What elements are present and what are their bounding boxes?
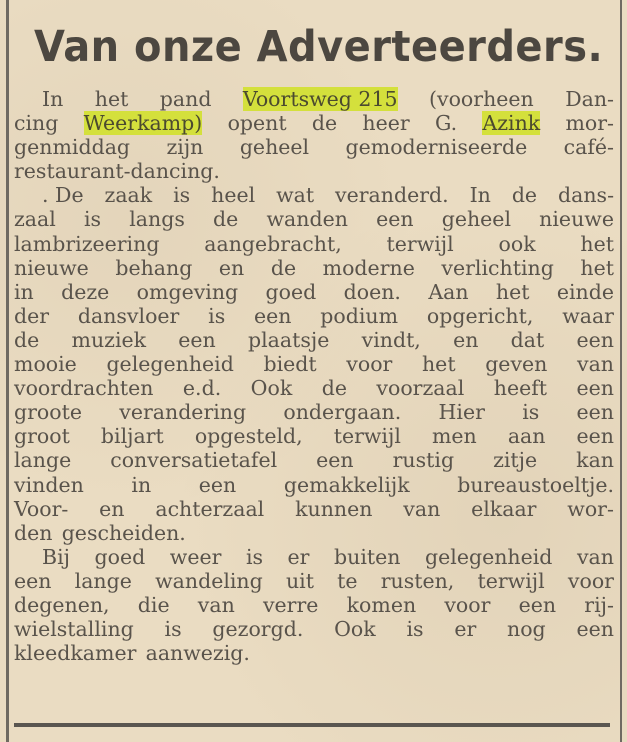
word: een	[518, 592, 557, 617]
word: mooie	[14, 352, 77, 377]
word: biljart	[100, 424, 164, 449]
word: vindt,	[361, 327, 421, 352]
word: het	[94, 87, 129, 111]
text-line	[14, 448, 614, 472]
word: er	[287, 544, 310, 569]
word: weer	[169, 544, 222, 569]
text-line	[14, 304, 614, 328]
word: gemoderniseerde	[345, 135, 528, 160]
word: lange	[14, 448, 72, 473]
text-line	[14, 159, 614, 183]
word: dans-	[558, 183, 614, 208]
word: wandeling	[155, 568, 263, 593]
highlighted-term: Weerkamp)	[83, 111, 203, 136]
word: het	[580, 255, 614, 280]
word: gezorgd.	[212, 617, 304, 642]
word: wor-	[567, 496, 614, 521]
word: een	[178, 327, 216, 352]
text-line	[14, 569, 614, 593]
word: van	[197, 592, 235, 617]
word: heeft	[493, 376, 548, 401]
word: buiten	[334, 544, 401, 569]
text-line	[14, 593, 614, 617]
word: wielstalling	[14, 617, 134, 642]
word: opgesteld,	[194, 424, 303, 449]
word: van	[576, 352, 614, 377]
word: terwijl	[477, 568, 545, 593]
text-line	[14, 280, 614, 304]
word: voordrachten	[14, 376, 154, 401]
word: langs	[129, 207, 185, 232]
text-line	[14, 545, 614, 569]
highlighted-term: Azink	[482, 111, 541, 136]
highlighted-term: Voortsweg 215	[242, 87, 398, 111]
word: rustig	[392, 448, 455, 473]
word: einde	[556, 279, 614, 304]
word: een	[576, 424, 614, 449]
word: mor-	[565, 111, 614, 136]
word: verandering	[119, 400, 247, 425]
word: muziek	[71, 327, 147, 352]
word: ondergaan.	[283, 400, 402, 425]
word: Ook	[250, 376, 293, 401]
text-line	[14, 400, 614, 424]
word: rij-	[584, 592, 614, 617]
word: waar	[562, 303, 614, 328]
word: geheel	[239, 135, 310, 160]
word: heer	[362, 111, 410, 136]
word: een	[14, 568, 52, 593]
word: rusten,	[380, 568, 455, 593]
word: in	[14, 279, 34, 304]
word: groote	[14, 400, 82, 425]
word: Bij	[42, 544, 70, 569]
word: is	[245, 544, 264, 569]
word: terwijl	[333, 424, 401, 449]
word: verre	[262, 592, 319, 617]
text-line	[14, 352, 614, 376]
word: ook	[498, 231, 536, 256]
column-border-right	[620, 0, 622, 742]
text-line	[14, 232, 614, 256]
word: restaurant-dancing.	[14, 159, 220, 184]
word: gelegenheid	[106, 352, 234, 377]
word: kan	[576, 448, 614, 473]
word: de	[311, 111, 338, 136]
text-line	[14, 328, 614, 352]
text-line	[14, 473, 614, 497]
text-line	[14, 521, 614, 545]
word: en	[99, 496, 125, 521]
text-line	[14, 183, 614, 207]
word: behang	[115, 255, 193, 280]
word: te	[337, 568, 358, 593]
article-body	[14, 87, 614, 665]
word: nieuwe	[14, 255, 89, 280]
word: bureaustoeltje.	[457, 472, 614, 497]
word: voorzaal	[376, 376, 465, 401]
word: zaal	[14, 207, 56, 232]
word: een	[576, 400, 614, 425]
word: het	[421, 352, 456, 377]
word: genmiddag	[14, 135, 131, 160]
word: Aan	[428, 279, 469, 304]
word: geven	[485, 352, 548, 377]
word: moderne	[322, 255, 415, 280]
word: is	[208, 303, 226, 328]
word: voor	[567, 568, 614, 593]
word: een	[576, 376, 614, 401]
word: terwijl	[386, 231, 454, 256]
word: uit	[285, 568, 314, 593]
text-line	[14, 424, 614, 448]
word: goed	[94, 544, 146, 569]
text-line	[14, 135, 614, 159]
word: aangebracht,	[204, 231, 342, 256]
word: geheel	[441, 207, 511, 232]
word: een	[576, 617, 614, 642]
word: omgeving	[136, 279, 239, 304]
word: conversatietafel	[110, 448, 278, 473]
word: e.d.	[182, 376, 222, 401]
word: gelegenheid	[425, 544, 553, 569]
word: nog	[507, 617, 546, 642]
word: is	[173, 183, 191, 208]
word: voor	[346, 352, 393, 377]
word: der	[14, 303, 50, 328]
word: heel	[211, 183, 256, 208]
word: en	[218, 255, 245, 280]
word: Dan-	[565, 87, 614, 111]
word: en	[453, 327, 479, 352]
word: cing	[14, 111, 59, 136]
word: is	[522, 400, 540, 425]
word: gescheiden.	[61, 520, 186, 545]
word: gemakkelijk	[283, 472, 410, 497]
word: kunnen	[295, 496, 373, 521]
text-line	[14, 87, 614, 111]
word: café-	[563, 135, 614, 160]
word: is	[164, 617, 182, 642]
word: wanden	[266, 207, 348, 232]
text-line	[14, 207, 614, 231]
word: vinden	[14, 472, 84, 497]
word: een	[376, 207, 414, 232]
word: een	[576, 327, 614, 352]
word: goed	[265, 279, 317, 304]
word: (voorheen	[429, 87, 534, 111]
word: deze	[61, 279, 110, 304]
word: aan	[507, 424, 546, 449]
word: biedt	[263, 352, 317, 377]
text-line	[14, 497, 614, 521]
word: kleedkamer	[14, 641, 137, 666]
word: een	[254, 303, 292, 328]
word: de	[14, 327, 40, 352]
word: G.	[434, 111, 458, 136]
word: de	[270, 255, 297, 280]
word: achterzaal	[155, 496, 265, 521]
word: de	[213, 207, 239, 232]
word: lange	[74, 568, 132, 593]
word: dat	[510, 327, 545, 352]
word: verlichting	[441, 255, 554, 280]
word: nieuwe	[539, 207, 614, 232]
word: dansvloer	[77, 303, 180, 328]
column-border-left	[6, 0, 9, 742]
section-divider-rule	[14, 723, 610, 727]
word: komen	[346, 592, 417, 617]
text-line	[14, 617, 614, 641]
word: die	[137, 592, 170, 617]
word: doen.	[343, 279, 401, 304]
word: een	[316, 448, 354, 473]
word: de	[321, 376, 347, 401]
word: van	[576, 544, 614, 569]
word: pand	[159, 87, 212, 111]
word: Hier	[438, 400, 485, 425]
word: degenen,	[14, 592, 110, 617]
word: er	[454, 617, 477, 642]
text-line	[14, 376, 614, 400]
word: podium	[320, 303, 399, 328]
word: Ook	[334, 617, 376, 642]
word: In	[42, 87, 64, 111]
text-line	[14, 256, 614, 280]
word: In	[469, 183, 491, 208]
word: aanwezig.	[145, 641, 250, 666]
word: het	[495, 279, 530, 304]
word: plaatsje	[248, 327, 330, 352]
word: veranderd.	[335, 183, 449, 208]
word: . De	[42, 183, 84, 208]
word: in	[131, 472, 152, 497]
word: van	[403, 496, 441, 521]
word: groot	[14, 424, 70, 449]
word: Voor-	[14, 496, 69, 521]
word: lambrizeering	[14, 231, 160, 256]
word: de	[511, 183, 538, 208]
word: opent	[227, 111, 287, 136]
word: elkaar	[471, 496, 537, 521]
word: wat	[276, 183, 315, 208]
word: zijn	[166, 135, 204, 160]
article-headline: Van onze Adverteerders.	[34, 22, 604, 72]
word: is	[406, 617, 424, 642]
word: zitje	[493, 448, 538, 473]
word: een	[198, 472, 237, 497]
word: den	[14, 520, 53, 545]
text-line	[14, 641, 614, 665]
text-line	[14, 111, 614, 135]
word: zaak	[104, 183, 153, 208]
word: opgericht,	[426, 303, 534, 328]
word: men	[431, 424, 477, 449]
word: het	[580, 231, 614, 256]
word: is	[83, 207, 102, 232]
word: voor	[444, 592, 491, 617]
